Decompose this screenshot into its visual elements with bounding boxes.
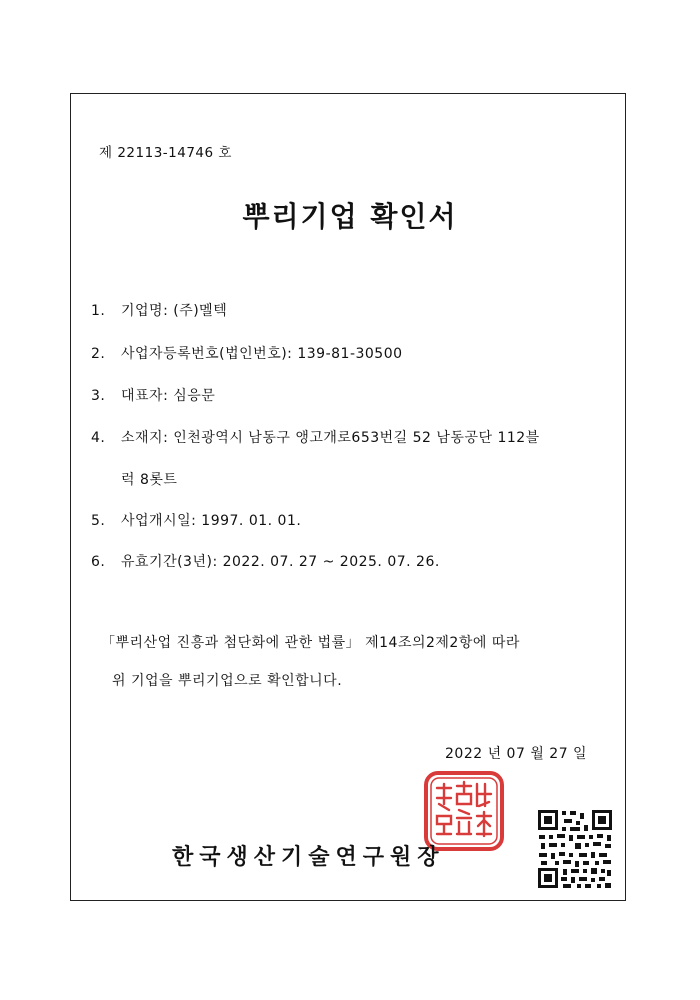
item-number: 5. — [91, 513, 106, 529]
item-text: 유효기간(3년): 2022. 07. 27 ~ 2025. 07. 26. — [121, 554, 440, 570]
item-number: 4. — [91, 430, 106, 446]
address-continued: 럭 8롯트 — [121, 472, 178, 488]
item-number: 2. — [91, 346, 106, 362]
list-item — [91, 343, 403, 363]
item-text: 기업명: (주)멜텍 — [121, 303, 228, 319]
item-number: 1. — [91, 303, 106, 319]
issuer-name: 한국생산기술연구원장 — [172, 845, 445, 870]
issue-date: 2022 년 07 월 27 일 — [445, 746, 588, 762]
list-item — [91, 551, 440, 571]
list-item — [91, 300, 227, 320]
item-text: 소재지: 인천광역시 남동구 앵고개로653번길 52 남동공단 112블 — [121, 430, 540, 446]
list-item — [91, 427, 540, 447]
list-item — [91, 385, 215, 405]
item-number: 6. — [91, 554, 106, 570]
statement-line-2: 위 기업을 뿌리기업으로 확인합니다. — [112, 673, 343, 689]
document-number: 제 22113-14746 호 — [99, 145, 232, 161]
item-text: 대표자: 심응문 — [121, 388, 216, 404]
page-title: 뿌리기업 확인서 — [242, 200, 458, 233]
qr-code-icon — [536, 808, 614, 890]
item-text: 사업자등록번호(법인번호): 139-81-30500 — [121, 346, 403, 362]
list-item — [91, 510, 301, 530]
item-number: 3. — [91, 388, 106, 404]
statement-line-1: 「뿌리산업 진흥과 첨단화에 관한 법률」 제14조의2제2항에 따라 — [101, 635, 520, 651]
item-text: 사업개시일: 1997. 01. 01. — [121, 513, 302, 529]
